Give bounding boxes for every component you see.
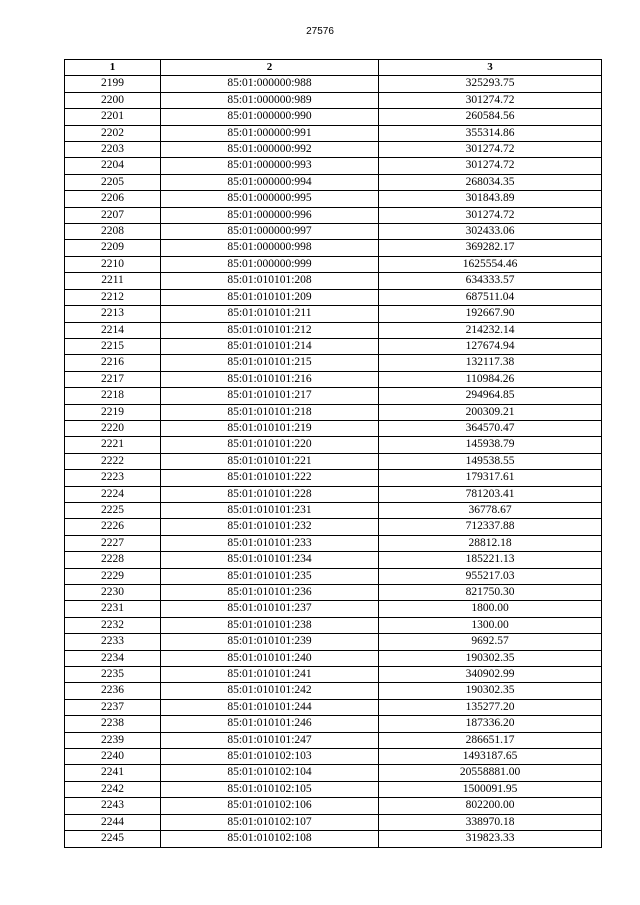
cadastral-number-cell: 85:01:010101:212: [161, 322, 379, 338]
cadastral-number-cell: 85:01:000000:991: [161, 125, 379, 141]
table-row: [65, 634, 602, 650]
row-number-cell: 2230: [65, 585, 161, 601]
table-row: [65, 585, 602, 601]
cadastral-number-cell: 85:01:010101:211: [161, 306, 379, 322]
value-cell: 185221.13: [379, 552, 602, 568]
table-row: [65, 617, 602, 633]
table-row: [65, 191, 602, 207]
cadastral-number-cell: 85:01:000000:999: [161, 256, 379, 272]
cadastral-number-cell: 85:01:010101:208: [161, 273, 379, 289]
table-row: [65, 814, 602, 830]
table-row: [65, 289, 602, 305]
table-row: [65, 831, 602, 847]
row-number-cell: 2229: [65, 568, 161, 584]
row-number-cell: 2221: [65, 437, 161, 453]
table-row: [65, 92, 602, 108]
value-cell: 369282.17: [379, 240, 602, 256]
table-row: [65, 683, 602, 699]
table-row: [65, 388, 602, 404]
table-row: [65, 568, 602, 584]
cadastral-number-cell: 85:01:010101:215: [161, 355, 379, 371]
row-number-cell: 2241: [65, 765, 161, 781]
row-number-cell: 2234: [65, 650, 161, 666]
page-number: 27576: [306, 26, 334, 37]
value-cell: 286651.17: [379, 732, 602, 748]
cadastral-number-cell: 85:01:000000:989: [161, 92, 379, 108]
row-number-cell: 2227: [65, 535, 161, 551]
value-cell: 1493187.65: [379, 749, 602, 765]
value-cell: 20558881.00: [379, 765, 602, 781]
cadastral-number-cell: 85:01:010102:107: [161, 814, 379, 830]
row-number-cell: 2214: [65, 322, 161, 338]
table-row: [65, 699, 602, 715]
row-number-cell: 2206: [65, 191, 161, 207]
table-row: [65, 158, 602, 174]
table-row: [65, 322, 602, 338]
row-number-cell: 2233: [65, 634, 161, 650]
row-number-cell: 2244: [65, 814, 161, 830]
table-row: [65, 502, 602, 518]
value-cell: 260584.56: [379, 109, 602, 125]
row-number-cell: 2236: [65, 683, 161, 699]
value-cell: 110984.26: [379, 371, 602, 387]
data-table: [64, 59, 602, 848]
value-cell: 301274.72: [379, 142, 602, 158]
cadastral-number-cell: 85:01:010101:233: [161, 535, 379, 551]
row-number-cell: 2240: [65, 749, 161, 765]
table-row: [65, 552, 602, 568]
row-number-cell: 2223: [65, 470, 161, 486]
cadastral-number-cell: 85:01:000000:995: [161, 191, 379, 207]
table-row: [65, 667, 602, 683]
table-body: [65, 76, 602, 847]
cadastral-number-cell: 85:01:010101:234: [161, 552, 379, 568]
cadastral-number-cell: 85:01:000000:993: [161, 158, 379, 174]
cadastral-number-cell: 85:01:010101:220: [161, 437, 379, 453]
cadastral-number-cell: 85:01:010101:246: [161, 716, 379, 732]
row-number-cell: 2239: [65, 732, 161, 748]
cadastral-number-cell: 85:01:010101:235: [161, 568, 379, 584]
value-cell: 712337.88: [379, 519, 602, 535]
table-row: [65, 142, 602, 158]
row-number-cell: 2211: [65, 273, 161, 289]
row-number-cell: 2213: [65, 306, 161, 322]
value-cell: 340902.99: [379, 667, 602, 683]
value-cell: 301274.72: [379, 207, 602, 223]
value-cell: 634333.57: [379, 273, 602, 289]
cadastral-number-cell: 85:01:010101:231: [161, 502, 379, 518]
table-row: [65, 486, 602, 502]
table-row: [65, 601, 602, 617]
cadastral-number-cell: 85:01:010101:214: [161, 338, 379, 354]
value-cell: 192667.90: [379, 306, 602, 322]
table-row: [65, 650, 602, 666]
value-cell: 268034.35: [379, 174, 602, 190]
row-number-cell: 2242: [65, 781, 161, 797]
table-row: [65, 306, 602, 322]
table-header-row: [65, 60, 602, 76]
table-row: [65, 338, 602, 354]
row-number-cell: 2224: [65, 486, 161, 502]
row-number-cell: 2231: [65, 601, 161, 617]
cadastral-number-cell: 85:01:010101:247: [161, 732, 379, 748]
table-row: [65, 240, 602, 256]
table-row: [65, 174, 602, 190]
value-cell: 294964.85: [379, 388, 602, 404]
value-cell: 127674.94: [379, 338, 602, 354]
column-header-1: 1: [65, 60, 161, 76]
value-cell: 1500091.95: [379, 781, 602, 797]
row-number-cell: 2228: [65, 552, 161, 568]
table-row: [65, 420, 602, 436]
row-number-cell: 2215: [65, 338, 161, 354]
value-cell: 355314.86: [379, 125, 602, 141]
value-cell: 821750.30: [379, 585, 602, 601]
table-row: [65, 535, 602, 551]
table-row: [65, 207, 602, 223]
value-cell: 190302.35: [379, 683, 602, 699]
table-row: [65, 125, 602, 141]
value-cell: 145938.79: [379, 437, 602, 453]
row-number-cell: 2238: [65, 716, 161, 732]
row-number-cell: 2218: [65, 388, 161, 404]
table-row: [65, 404, 602, 420]
table-row: [65, 437, 602, 453]
row-number-cell: 2212: [65, 289, 161, 305]
cadastral-number-cell: 85:01:010101:242: [161, 683, 379, 699]
cadastral-number-cell: 85:01:010101:236: [161, 585, 379, 601]
value-cell: 149538.55: [379, 453, 602, 469]
table-row: [65, 76, 602, 92]
table-row: [65, 371, 602, 387]
cadastral-number-cell: 85:01:010102:106: [161, 798, 379, 814]
value-cell: 687511.04: [379, 289, 602, 305]
cadastral-number-cell: 85:01:010101:228: [161, 486, 379, 502]
value-cell: 135277.20: [379, 699, 602, 715]
row-number-cell: 2201: [65, 109, 161, 125]
value-cell: 1300.00: [379, 617, 602, 633]
value-cell: 955217.03: [379, 568, 602, 584]
cadastral-number-cell: 85:01:010101:221: [161, 453, 379, 469]
table-row: [65, 355, 602, 371]
cadastral-number-cell: 85:01:010102:105: [161, 781, 379, 797]
cadastral-number-cell: 85:01:010101:237: [161, 601, 379, 617]
value-cell: 301274.72: [379, 92, 602, 108]
cadastral-number-cell: 85:01:010101:219: [161, 420, 379, 436]
cadastral-number-cell: 85:01:010102:108: [161, 831, 379, 847]
row-number-cell: 2200: [65, 92, 161, 108]
table-row: [65, 519, 602, 535]
row-number-cell: 2220: [65, 420, 161, 436]
cadastral-number-cell: 85:01:010101:216: [161, 371, 379, 387]
row-number-cell: 2219: [65, 404, 161, 420]
row-number-cell: 2245: [65, 831, 161, 847]
cadastral-number-cell: 85:01:010101:209: [161, 289, 379, 305]
value-cell: 338970.18: [379, 814, 602, 830]
value-cell: 28812.18: [379, 535, 602, 551]
value-cell: 187336.20: [379, 716, 602, 732]
row-number-cell: 2208: [65, 224, 161, 240]
cadastral-number-cell: 85:01:010101:238: [161, 617, 379, 633]
cadastral-number-cell: 85:01:000000:998: [161, 240, 379, 256]
value-cell: 302433.06: [379, 224, 602, 240]
cadastral-number-cell: 85:01:010101:222: [161, 470, 379, 486]
table-row: [65, 470, 602, 486]
row-number-cell: 2202: [65, 125, 161, 141]
cadastral-number-cell: 85:01:000000:988: [161, 76, 379, 92]
value-cell: 9692.57: [379, 634, 602, 650]
table-row: [65, 256, 602, 272]
row-number-cell: 2222: [65, 453, 161, 469]
table-row: [65, 781, 602, 797]
row-number-cell: 2237: [65, 699, 161, 715]
cadastral-number-cell: 85:01:010101:218: [161, 404, 379, 420]
table-row: [65, 273, 602, 289]
value-cell: 301274.72: [379, 158, 602, 174]
cadastral-number-cell: 85:01:010101:240: [161, 650, 379, 666]
row-number-cell: 2210: [65, 256, 161, 272]
cadastral-number-cell: 85:01:010102:104: [161, 765, 379, 781]
row-number-cell: 2243: [65, 798, 161, 814]
cadastral-number-cell: 85:01:000000:997: [161, 224, 379, 240]
value-cell: 364570.47: [379, 420, 602, 436]
table-row: [65, 453, 602, 469]
cadastral-number-cell: 85:01:010101:239: [161, 634, 379, 650]
row-number-cell: 2226: [65, 519, 161, 535]
cadastral-number-cell: 85:01:010101:244: [161, 699, 379, 715]
cadastral-number-cell: 85:01:010102:103: [161, 749, 379, 765]
row-number-cell: 2207: [65, 207, 161, 223]
row-number-cell: 2199: [65, 76, 161, 92]
row-number-cell: 2203: [65, 142, 161, 158]
row-number-cell: 2205: [65, 174, 161, 190]
row-number-cell: 2216: [65, 355, 161, 371]
row-number-cell: 2204: [65, 158, 161, 174]
value-cell: 179317.61: [379, 470, 602, 486]
value-cell: 301843.89: [379, 191, 602, 207]
value-cell: 781203.41: [379, 486, 602, 502]
cadastral-number-cell: 85:01:000000:992: [161, 142, 379, 158]
column-header-3: 3: [379, 60, 602, 76]
cadastral-number-cell: 85:01:000000:990: [161, 109, 379, 125]
row-number-cell: 2209: [65, 240, 161, 256]
row-number-cell: 2232: [65, 617, 161, 633]
row-number-cell: 2225: [65, 502, 161, 518]
table-row: [65, 765, 602, 781]
table-row: [65, 732, 602, 748]
value-cell: 1625554.46: [379, 256, 602, 272]
table-row: [65, 798, 602, 814]
row-number-cell: 2235: [65, 667, 161, 683]
value-cell: 200309.21: [379, 404, 602, 420]
cadastral-number-cell: 85:01:010101:217: [161, 388, 379, 404]
table-row: [65, 716, 602, 732]
cadastral-number-cell: 85:01:010101:232: [161, 519, 379, 535]
table-row: [65, 224, 602, 240]
cadastral-number-cell: 85:01:010101:241: [161, 667, 379, 683]
value-cell: 214232.14: [379, 322, 602, 338]
value-cell: 36778.67: [379, 502, 602, 518]
column-header-2: 2: [161, 60, 379, 76]
value-cell: 190302.35: [379, 650, 602, 666]
value-cell: 132117.38: [379, 355, 602, 371]
table-row: [65, 109, 602, 125]
value-cell: 1800.00: [379, 601, 602, 617]
cadastral-number-cell: 85:01:000000:994: [161, 174, 379, 190]
value-cell: 319823.33: [379, 831, 602, 847]
row-number-cell: 2217: [65, 371, 161, 387]
value-cell: 325293.75: [379, 76, 602, 92]
cadastral-number-cell: 85:01:000000:996: [161, 207, 379, 223]
table-row: [65, 749, 602, 765]
value-cell: 802200.00: [379, 798, 602, 814]
